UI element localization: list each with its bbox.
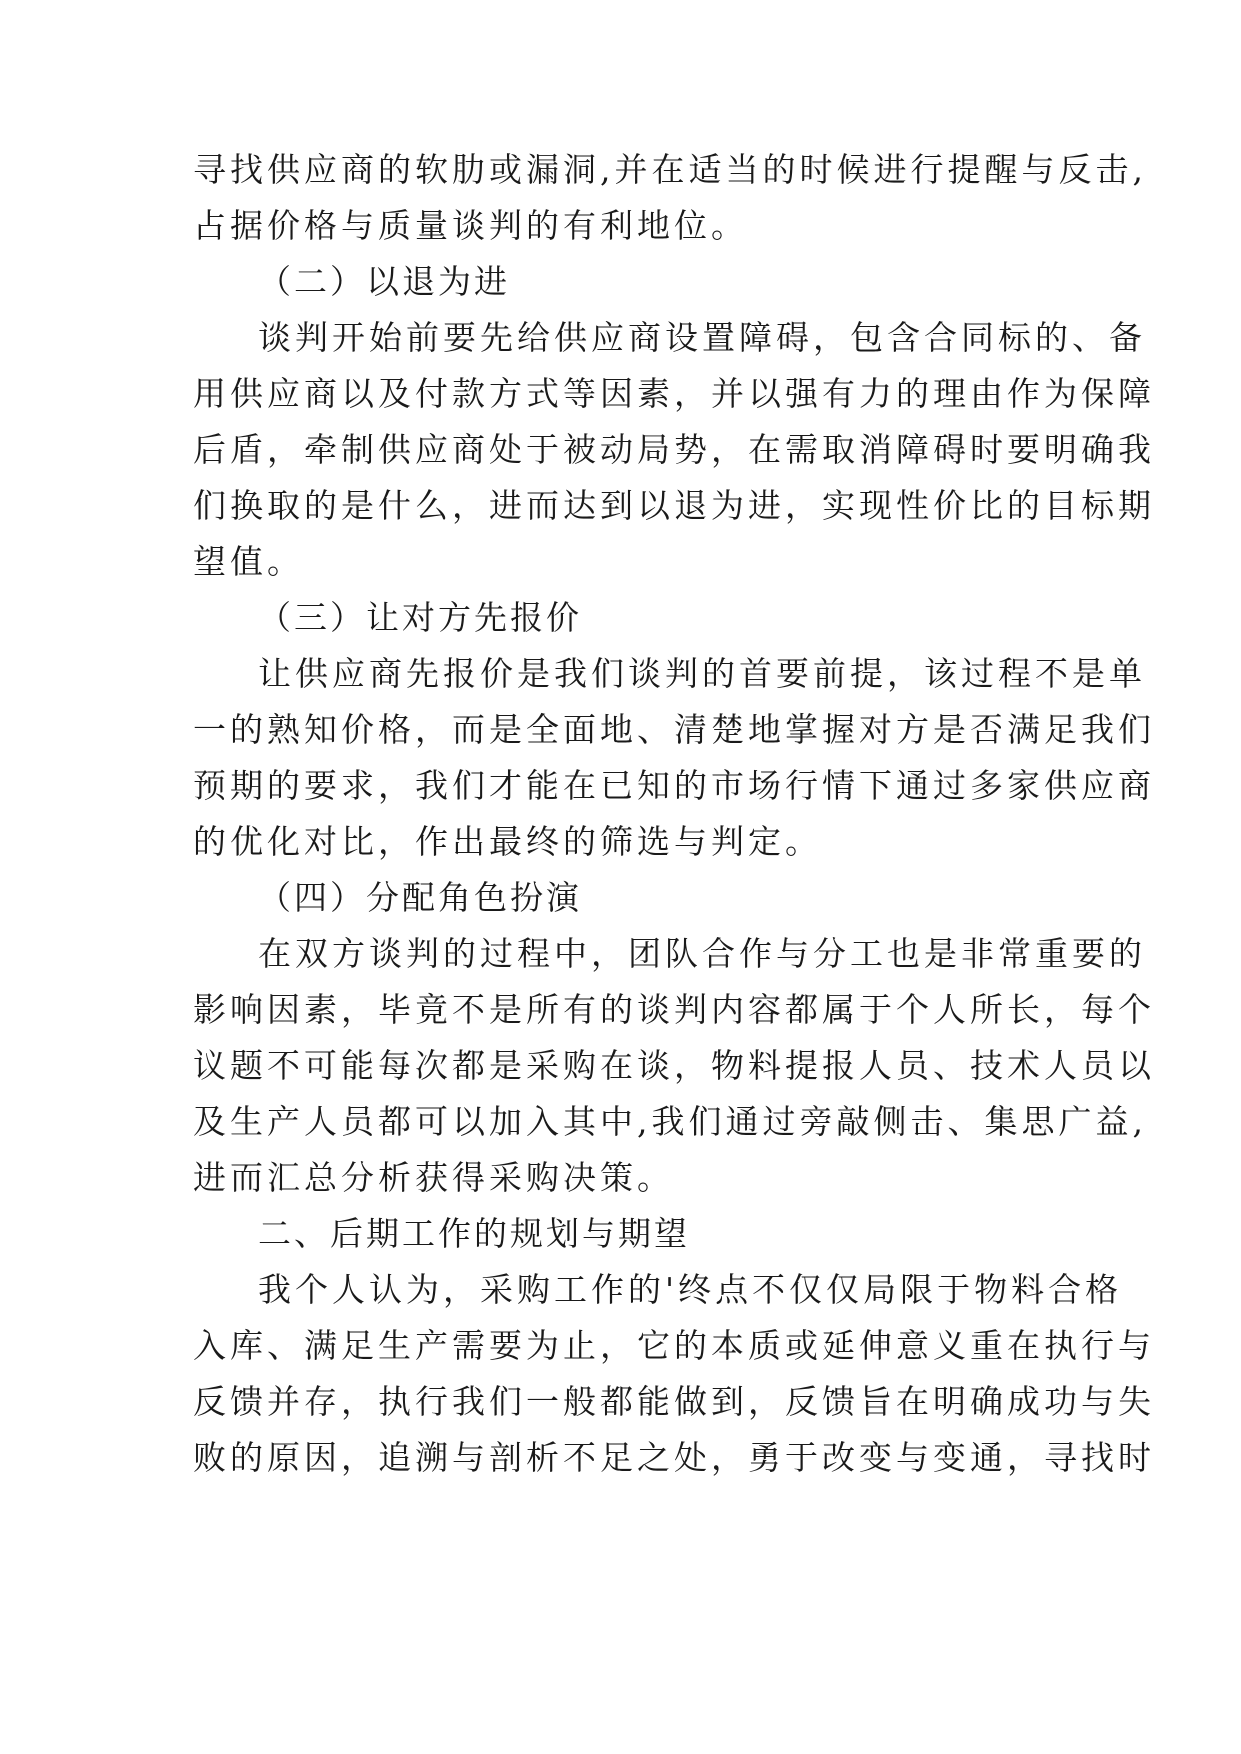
text-line: 进而汇总分析获得采购决策。 bbox=[193, 1158, 674, 1197]
text-line: 入库、满足生产需要为止，它的本质或延伸意义重在执行与 bbox=[193, 1326, 1155, 1365]
text-line: 谈判开始前要先给供应商设置障碍，包含合同标的、备 bbox=[258, 318, 1146, 357]
section-heading: （二）以退为进 bbox=[258, 262, 510, 301]
section-heading: （三）让对方先报价 bbox=[258, 598, 582, 637]
text-line: 及生产人员都可以加入其中,我们通过旁敲侧击、集思广益, bbox=[193, 1102, 1147, 1141]
text-line: 让供应商先报价是我们谈判的首要前提，该过程不是单 bbox=[258, 654, 1146, 693]
text-line: 预期的要求，我们才能在已知的市场行情下通过多家供应商 bbox=[193, 766, 1155, 805]
text-line: 败的原因，追溯与剖析不足之处，勇于改变与变通，寻找时 bbox=[193, 1438, 1155, 1477]
text-line: 占据价格与质量谈判的有利地位。 bbox=[193, 206, 748, 245]
text-line: 们换取的是什么，进而达到以退为进，实现性价比的目标期 bbox=[193, 486, 1155, 525]
text-line: 影响因素，毕竟不是所有的谈判内容都属于个人所长，每个 bbox=[193, 990, 1155, 1029]
text-line: 在双方谈判的过程中，团队合作与分工也是非常重要的 bbox=[258, 934, 1146, 973]
section-heading: （四）分配角色扮演 bbox=[258, 878, 582, 917]
section-heading: 二、后期工作的规划与期望 bbox=[258, 1214, 690, 1253]
text-line: 一的熟知价格，而是全面地、清楚地掌握对方是否满足我们 bbox=[193, 710, 1155, 749]
text-line: 的优化对比，作出最终的筛选与判定。 bbox=[193, 822, 822, 861]
text-line: 用供应商以及付款方式等因素，并以强有力的理由作为保障 bbox=[193, 374, 1155, 413]
text-line: 寻找供应商的软肋或漏洞,并在适当的时候进行提醒与反击, bbox=[193, 150, 1147, 189]
text-line: 议题不可能每次都是采购在谈，物料提报人员、技术人员以 bbox=[193, 1046, 1155, 1085]
text-line: 反馈并存，执行我们一般都能做到，反馈旨在明确成功与失 bbox=[193, 1382, 1155, 1421]
text-line: 后盾，牵制供应商处于被动局势，在需取消障碍时要明确我 bbox=[193, 430, 1155, 469]
text-line: 望值。 bbox=[193, 542, 304, 581]
text-line: 我个人认为，采购工作的'终点不仅仅局限于物料合格 bbox=[258, 1270, 1123, 1309]
